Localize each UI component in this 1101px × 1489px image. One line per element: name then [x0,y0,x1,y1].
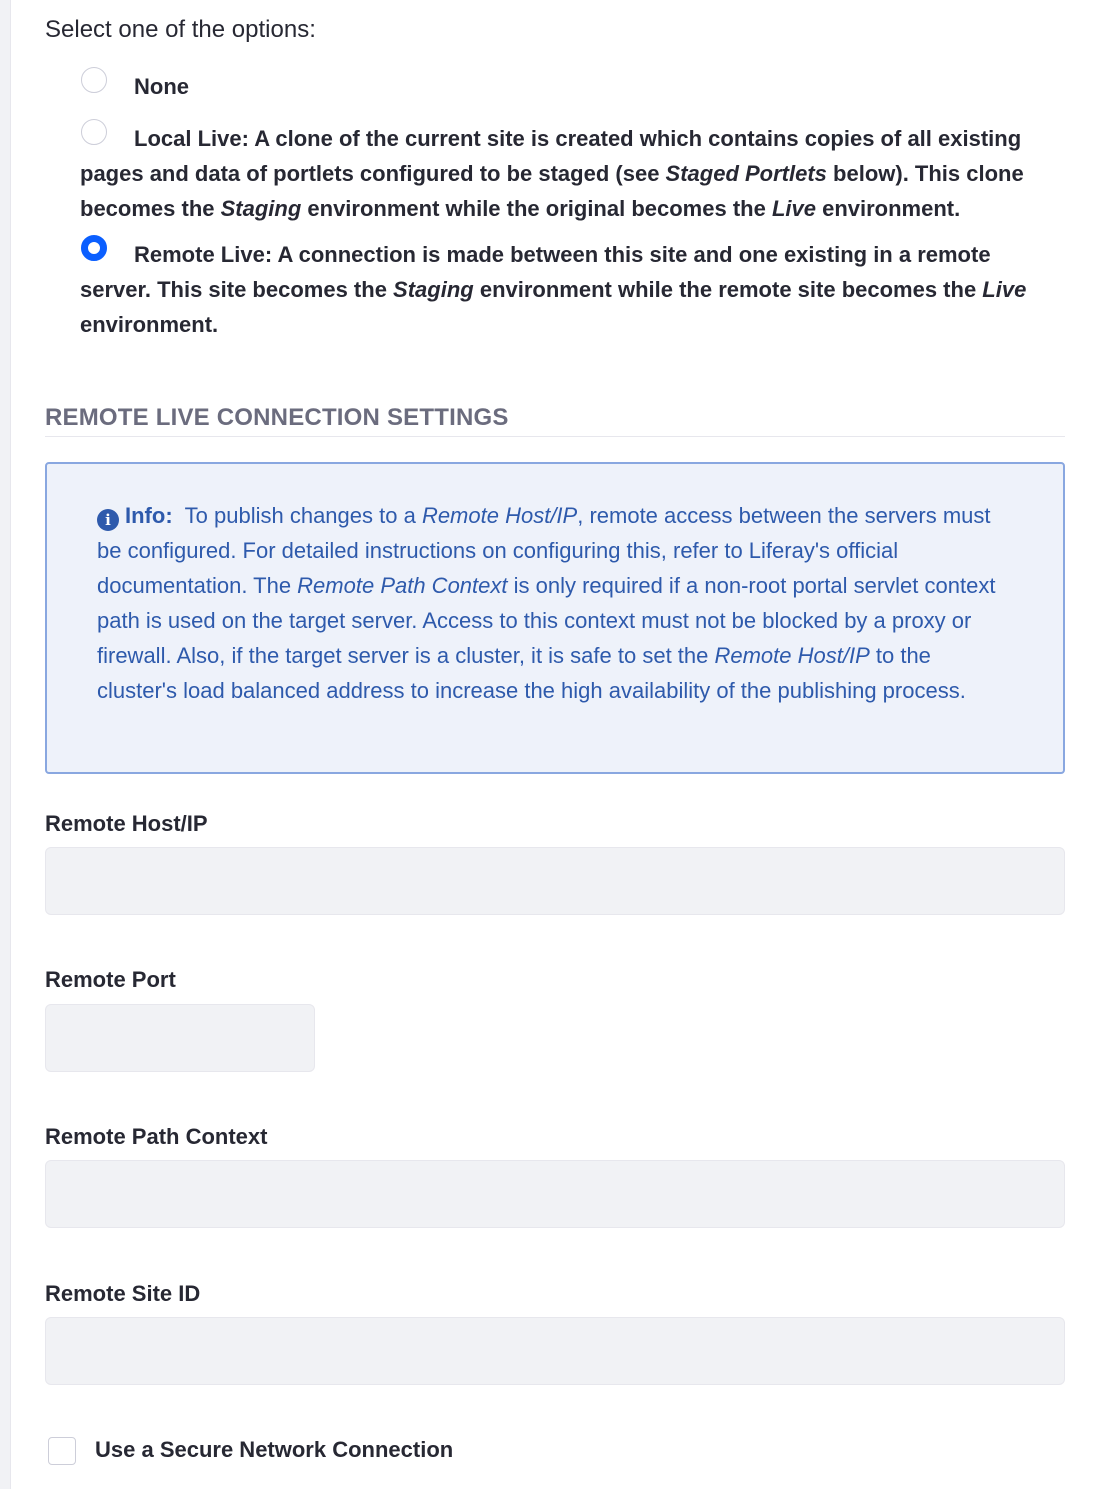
info-text: To publish changes to a Remote Host/IP, remote access between the servers must be configured. For detailed instructions on configuring this, refer to Liferay's official documentation. The Remote Path Context is only required if a non-root portal servlet context path is used on the target server. Access to this context must not be blocked by a proxy or firewall. Also, if the target server is a cluster, it is safe to set the Remote Host/IP to the cluster's load balanced address to increase the high availability of the publishing process. [97,503,996,703]
remote-path-context-label: Remote Path Context [45,1124,268,1149]
remote-host-input[interactable] [45,847,1065,915]
left-gutter [0,0,11,1489]
radio-button-local-live[interactable] [81,119,107,145]
radio-option-remote-live[interactable] [80,237,1055,342]
radio-label-local-live: Local Live: A clone of the current site is created which contains copies of all existing pages and data of portlets configured to be staged (see Staged Portlets below). This clone becomes the Staging environment while the original becomes the Live environment. [80,126,1024,221]
remote-site-id-label: Remote Site ID [45,1281,201,1306]
remote-host-label: Remote Host/IP [45,811,208,836]
info-label: Info: [125,503,173,528]
remote-port-input[interactable] [45,1004,315,1072]
radio-button-none[interactable] [81,67,107,93]
radio-button-remote-live[interactable] [81,235,107,261]
info-alert [45,462,1065,774]
info-icon: i [97,509,119,531]
remote-path-context-input[interactable] [45,1160,1065,1228]
radio-label-none: None [134,74,189,99]
radio-option-none[interactable] [80,69,1055,104]
section-title-remote-live: REMOTE LIVE CONNECTION SETTINGS [45,404,1065,437]
radio-label-remote-live: Remote Live: A connection is made between this site and one existing in a remote server. This site becomes the Staging environment while the remote site becomes the Live environment. [80,242,1027,337]
secure-connection-label: Use a Secure Network Connection [95,1437,454,1462]
remote-site-id-input[interactable] [45,1317,1065,1385]
options-prompt: Select one of the options: [45,16,316,43]
secure-connection-checkbox[interactable] [48,1437,76,1465]
remote-port-label: Remote Port [45,967,176,992]
radio-option-local-live[interactable] [80,121,1055,226]
